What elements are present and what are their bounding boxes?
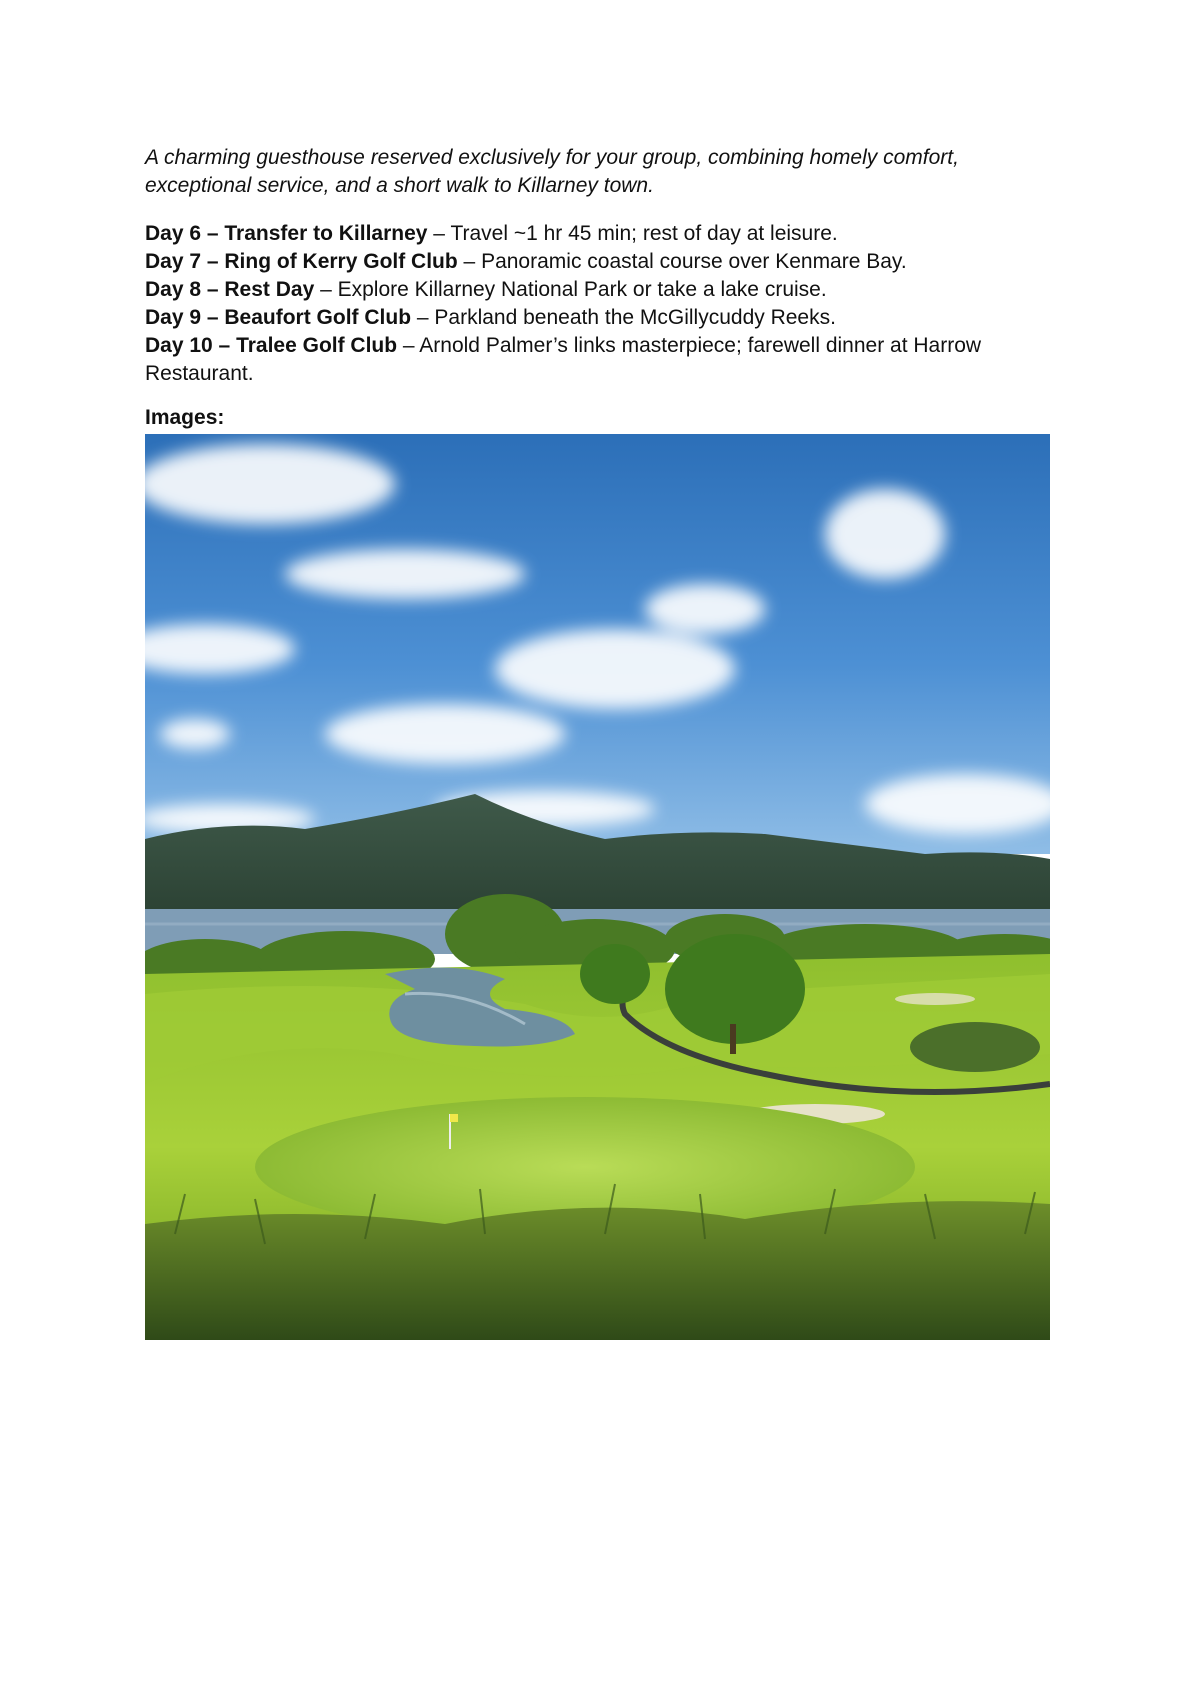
itinerary-item <box>145 220 1045 248</box>
day-title: Day 10 – Tralee Golf Club <box>145 334 398 357</box>
day-description: – Travel ~1 hr 45 min; rest of day at leisure. <box>427 222 838 245</box>
day-description: – Panoramic coastal course over Kenmare Bay. <box>457 250 907 273</box>
day-description: – Explore Killarney National Park or take a lake cruise. <box>314 278 827 301</box>
document-page <box>145 144 1045 1340</box>
itinerary-item <box>145 276 1045 304</box>
day-description: – Arnold Palmer’s links masterpiece; farewell dinner at Harrow Restaurant. <box>145 334 982 385</box>
day-title: Day 8 – Rest Day <box>145 278 315 301</box>
itinerary-item <box>145 304 1045 332</box>
day-title: Day 7 – Ring of Kerry Golf Club <box>145 250 458 273</box>
itinerary-item <box>145 248 1045 276</box>
itinerary-item <box>145 332 1045 388</box>
day-description: – Parkland beneath the McGillycuddy Reeks. <box>411 306 836 329</box>
day-title: Day 6 – Transfer to Killarney <box>145 222 428 245</box>
images-heading: Images: <box>145 406 225 429</box>
day-title: Day 9 – Beaufort Golf Club <box>145 306 412 329</box>
golf-course-photo <box>145 434 1050 1340</box>
itinerary-list <box>145 220 1045 388</box>
guesthouse-description: A charming guesthouse reserved exclusively for your group, combining homely comfort, exceptional service, and a short walk to Killarney town. <box>145 146 959 197</box>
